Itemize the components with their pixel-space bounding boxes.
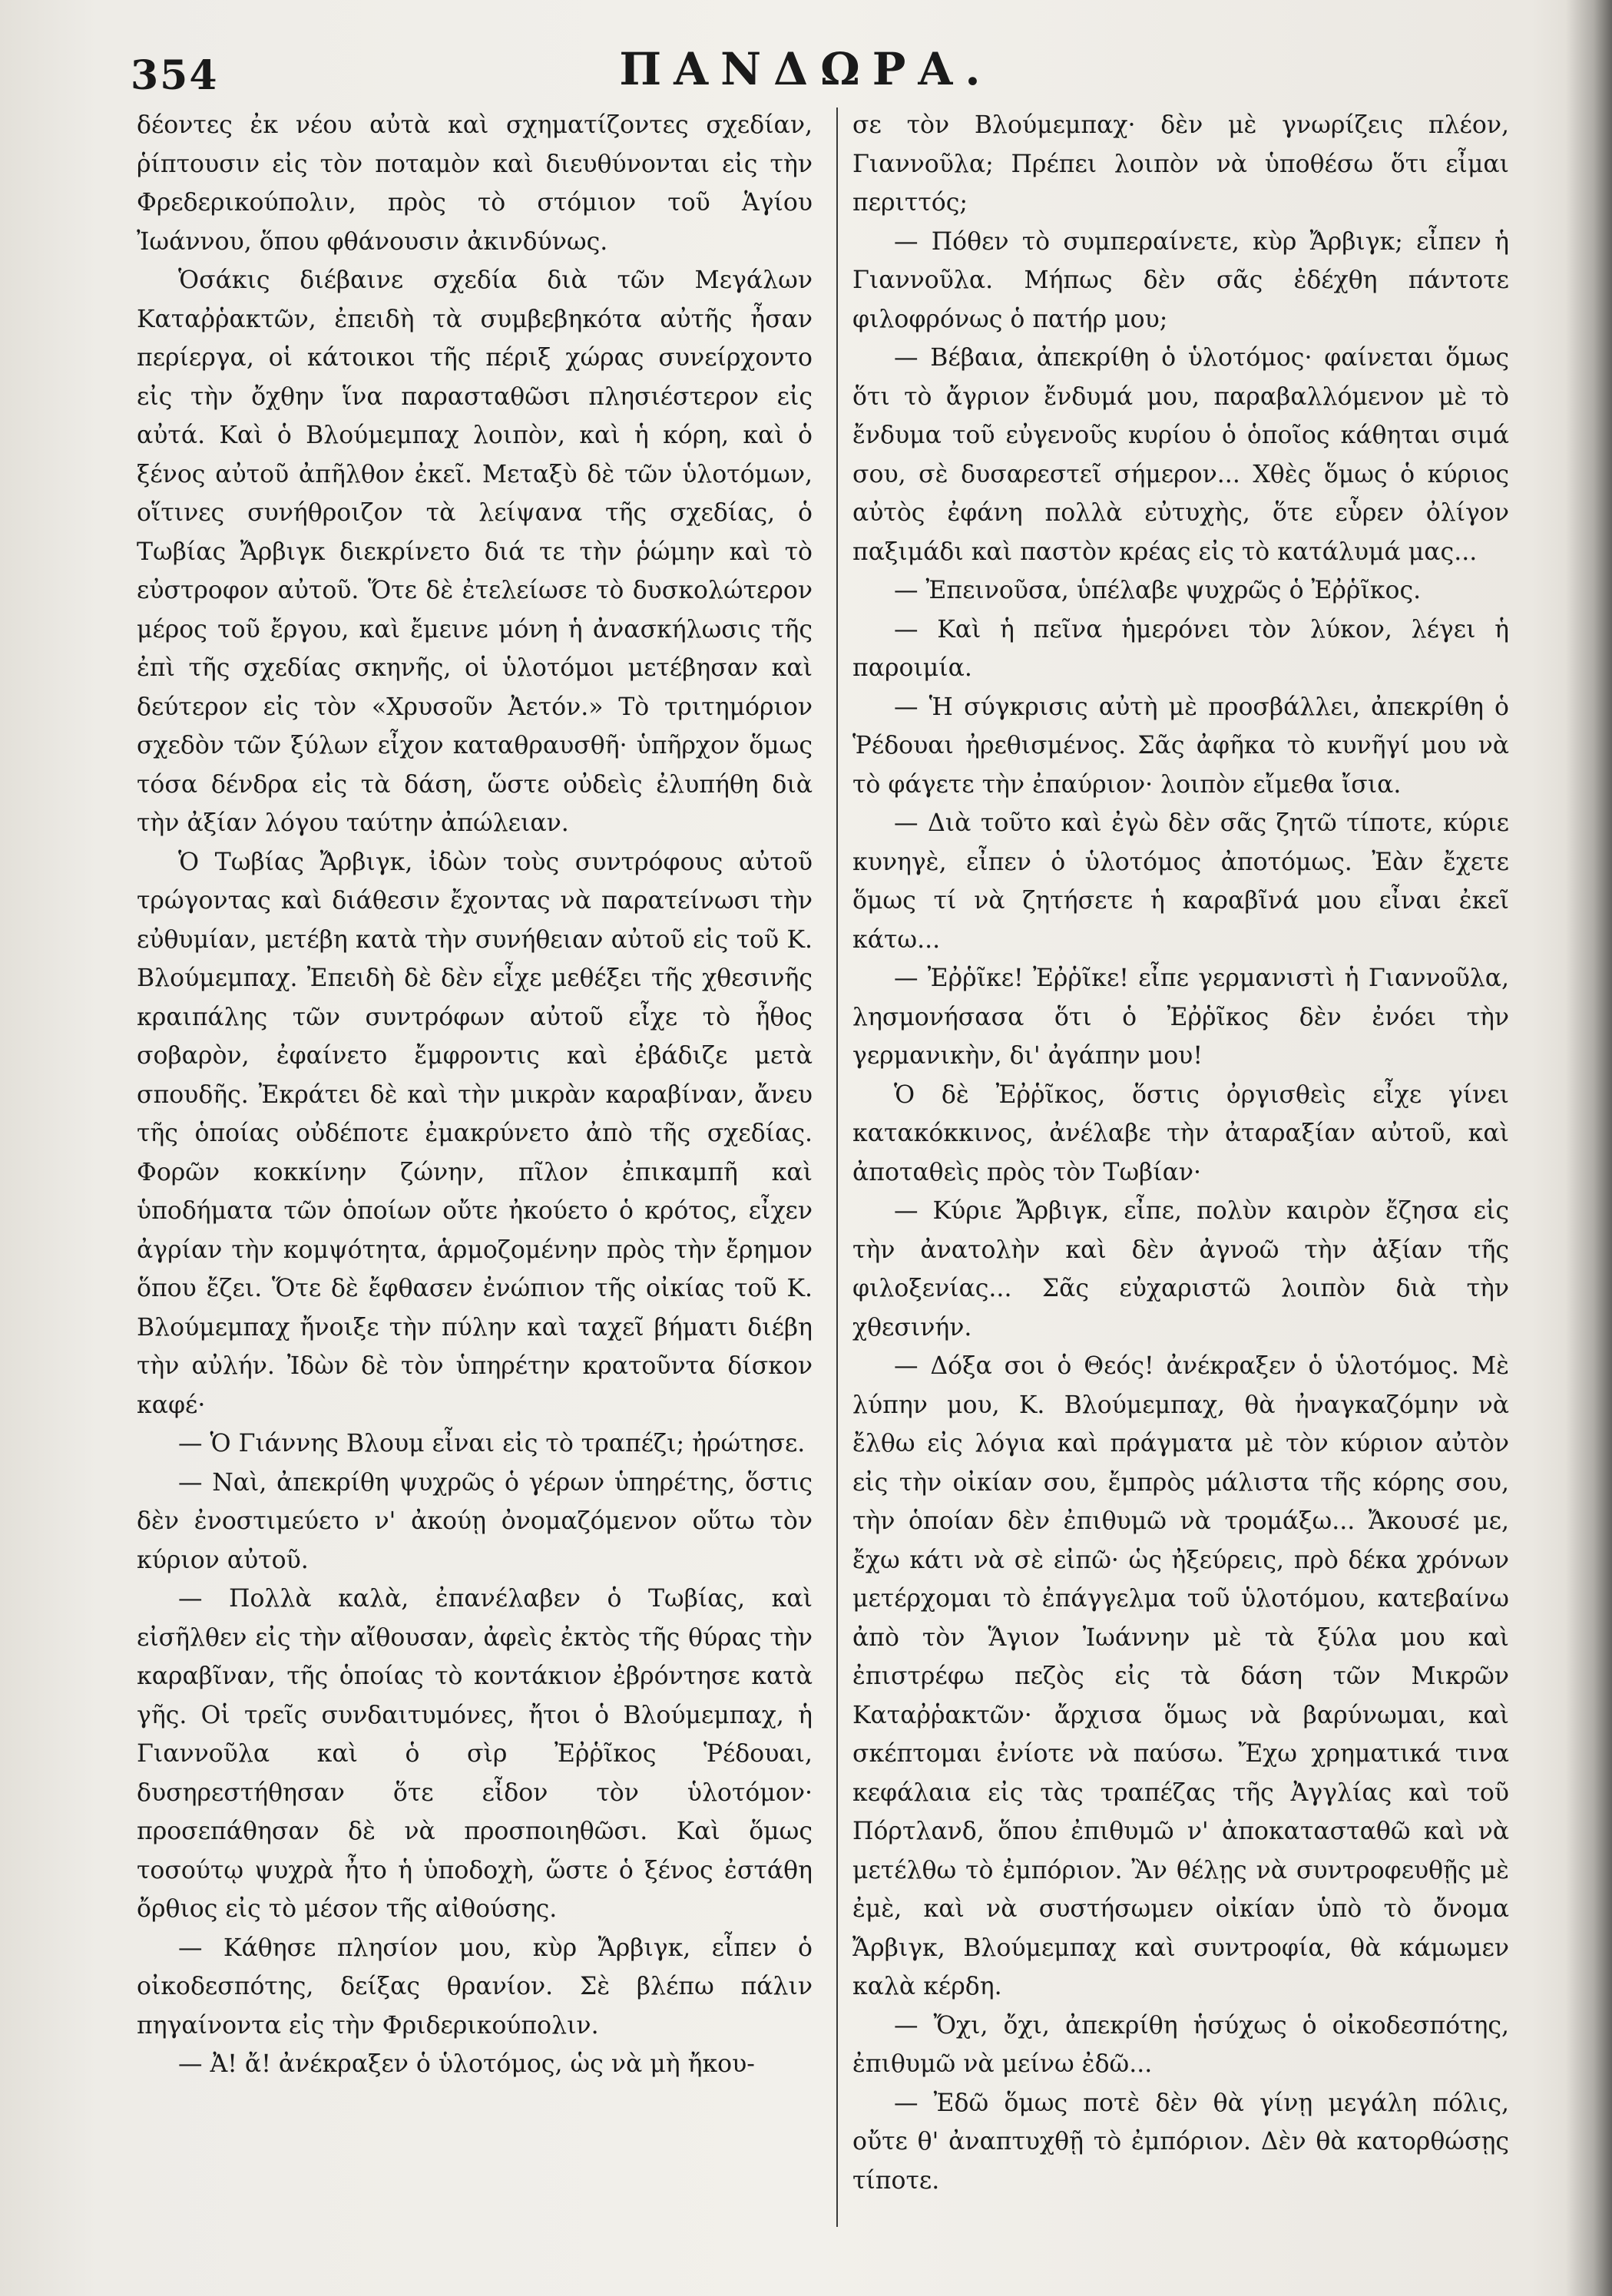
binding-shadow [1566, 0, 1612, 2296]
paragraph: — Κάθησε πλησίον μου, κὺρ Ἄρβιγκ, εἶπεν ὁ οἰκοδεσπότης, δείξας θρανίον. Σὲ βλέπω πάλιν πηγαίνοντα εἰς τὴν Φριδερικούπολιν. [137, 1934, 813, 2040]
page-number: 354 [131, 52, 219, 99]
paragraph: Ὁ δὲ Ἐῤῥῖκος, ὅστις ὀργισθεὶς εἶχε γίνει κατακόκκινος, ἀνέλαβε τὴν ἀταραξίαν αὐτοῦ, καὶ ἀποταθεὶς πρὸς τὸν Τωβίαν· [852, 1080, 1509, 1186]
paragraph: — Καὶ ἡ πεῖνα ἡμερόνει τὸν λύκον, λέγει ἡ παροιμία. [852, 615, 1509, 682]
right-text-column [852, 106, 1509, 2200]
paragraph: — Ὄχι, ὄχι, ἀπεκρίθη ἡσύχως ὁ οἰκοδεσπότης, ἐπιθυμῶ νὰ μείνω ἐδῶ... [852, 2011, 1509, 2078]
paragraph: Ὁ Τωβίας Ἄρβιγκ, ἰδὼν τοὺς συντρόφους αὐτοῦ τρώγοντας καὶ διάθεσιν ἔχοντας νὰ παρατείνωσι τὴν εὐθυμίαν, μετέβη κατὰ τὴν συνήθειαν αὐτοῦ εἰς τοῦ Κ. Βλούμεμπαχ. Ἐπειδὴ δὲ δὲν εἶχε μεθέξει τῆς χθεσινῆς κραιπάλης τῶν συντρόφων αὐτοῦ εἶχε τὸ ἦθος σοβαρὸν, ἐφαίνετο ἔμφροντις καὶ ἐβάδιζε μετὰ σπουδῆς. Ἐκράτει δὲ καὶ τὴν μικρὰν καραβίναν, ἄνευ τῆς ὁποίας οὐδέποτε ἐμακρύνετο ἀπὸ τῆς σχεδίας. Φορῶν κοκκίνην ζώνην, πῖλον ἐπικαμπῆ καὶ ὑποδήματα τῶν ὁποίων οὔτε ἠκούετο ὁ κρότος, εἶχεν ἀγρίαν τὴν κομψότητα, ἁρμοζομένην πρὸς τὴν ἔρημον ὅπου ἔζει. Ὅτε δὲ ἔφθασεν ἐνώπιον τῆς οἰκίας τοῦ Κ. Βλούμεμπαχ ἤνοιξε τὴν πύλην καὶ ταχεῖ βήματι διέβη τὴν αὐλήν. Ἰδὼν δὲ τὸν ὑπηρέτην κρατοῦντα δίσκον καφέ· [137, 848, 813, 1419]
paragraph: — Ναὶ, ἀπεκρίθη ψυχρῶς ὁ γέρων ὑπηρέτης, ὅστις δὲν ἐνοστιμεύετο ν' ἀκούῃ ὀνομαζόμενον οὕτω τὸν κύριον αὐτοῦ. [137, 1468, 813, 1574]
paragraph: — Ὁ Γιάννης Βλουμ εἶναι εἰς τὸ τραπέζι; ἠρώτησε. [178, 1430, 806, 1457]
paragraph: — Κύριε Ἄρβιγκ, εἶπε, πολὺν καιρὸν ἔζησα εἰς τὴν ἀνατολὴν καὶ δὲν ἀγνοῶ τὴν ἀξίαν τῆς φιλοξενίας... Σᾶς εὐχαριστῶ λοιπὸν διὰ τὴν χθεσινήν. [852, 1197, 1509, 1342]
column-divider [836, 108, 838, 2227]
paragraph: — Ἀ! ἄ! ἀνέκραξεν ὁ ὑλοτόμος, ὡς νὰ μὴ ἤκου- [178, 2050, 755, 2078]
paragraph: σε τὸν Βλούμεμπαχ· δὲν μὲ γνωρίζεις πλέον, Γιαννοῦλα; Πρέπει λοιπὸν νὰ ὑποθέσω ὅτι εἶμαι περιττός; [852, 111, 1509, 217]
running-head-title: ΠΑΝΔΩΡΑ. [619, 43, 993, 95]
paragraph: — Ἐδῶ ὅμως ποτὲ δὲν θὰ γίνῃ μεγάλη πόλις, οὔτε θ' ἀναπτυχθῇ τὸ ἐμπόριον. Δὲν θὰ κατορθώσῃς τίποτε. [852, 2089, 1509, 2195]
paragraph: — Πόθεν τὸ συμπεραίνετε, κὺρ Ἄρβιγκ; εἶπεν ἡ Γιαννοῦλα. Μήπως δὲν σᾶς ἐδέχθη πάντοτε φιλοφρόνως ὁ πατήρ μου; [852, 227, 1509, 333]
paragraph: — Ἡ σύγκρισις αὐτὴ μὲ προσβάλλει, ἀπεκρίθη ὁ Ῥέδουαι ἠρεθισμένος. Σᾶς ἀφῆκα τὸ κυνῆγί μου νὰ τὸ φάγετε τὴν ἐπαύριον· λοιπὸν εἴμεθα ἴσια. [852, 693, 1509, 799]
paragraph: — Δόξα σοι ὁ Θεός! ἀνέκραξεν ὁ ὑλοτόμος. Μὲ λύπην μου, Κ. Βλούμεμπαχ, θὰ ἠναγκαζόμην νὰ ἔλθω εἰς λόγια καὶ πράγματα μὲ τὸν κύριον αὐτὸν εἰς τὴν οἰκίαν σου, ἔμπρὸς μάλιστα τῆς κόρης σου, τὴν ὁποίαν δὲν ἐπιθυμῶ νὰ τρομάξω... Ἄκουσέ με, ἔχω κάτι νὰ σὲ εἰπῶ· ὡς ἠξεύρεις, πρὸ δέκα χρόνων μετέρχομαι τὸ ἐπάγγελμα τοῦ ὑλοτόμου, κατεβαίνω ἀπὸ τὸν Ἅγιον Ἰωάννην μὲ τὰ ξύλα μου καὶ ἐπιστρέφω πεζὸς εἰς τὰ δάση τῶν Μικρῶν Καταῤῥακτῶν· ἄρχισα ὅμως νὰ βαρύνωμαι, καὶ σκέπτομαι ἐνίοτε νὰ παύσω. Ἔχω χρηματικά τινα κεφάλαια εἰς τὰς τραπέζας τῆς Ἀγγλίας καὶ τοῦ Πόρτλανδ, ὅπου ἐπιθυμῶ ν' ἀποκατασταθῶ καὶ νὰ μετέλθω τὸ ἐμπόριον. Ἂν θέλῃς νὰ συντροφευθῇς μὲ ἐμὲ, καὶ νὰ συστήσωμεν οἰκίαν ὑπὸ τὸ ὄνομα Ἄρβιγκ, Βλούμεμπαχ καὶ συντροφία, θὰ κάμωμεν καλὰ κέρδη. [852, 1352, 1509, 2000]
paragraph: — Βέβαια, ἀπεκρίθη ὁ ὑλοτόμος· φαίνεται ὅμως ὅτι τὸ ἄγριον ἔνδυμά μου, παραβαλλόμενον μὲ τὸ ἔνδυμα τοῦ εὐγενοῦς κυρίου ὁ ὁποῖος κάθηται σιμά σου, σὲ δυσαρεστεῖ σήμερον... Χθὲς ὅμως ὁ κύριος αὐτὸς ἐφάνη πολλὰ εὐτυχὴς, ὅτε εὗρεν ὀλίγον παξιμάδι καὶ παστὸν κρέας εἰς τὸ κατάλυμά μας... [852, 344, 1509, 566]
paragraph: — Πολλὰ καλὰ, ἐπανέλαβεν ὁ Τωβίας, καὶ εἰσῆλθεν εἰς τὴν αἴθουσαν, ἀφεὶς ἐκτὸς τῆς θύρας τὴν καραβῖναν, τῆς ὁποίας τὸ κοντάκιον ἐβρόντησε κατὰ γῆς. Οἱ τρεῖς συνδαιτυμόνες, ἤτοι ὁ Βλούμεμπαχ, ἡ Γιαννοῦλα καὶ ὁ σὶρ Ἐῤῥῖκος Ῥέδουαι, δυσηρεστήθησαν ὅτε εἶδον τὸν ὑλοτόμον· προσεπάθησαν δὲ νὰ προσποιηθῶσι. Καὶ ὅμως τοσούτῳ ψυχρὰ ἦτο ἡ ὑποδοχὴ, ὥστε ὁ ξένος ἐστάθη ὄρθιος εἰς τὸ μέσον τῆς αἰθούσης. [137, 1585, 813, 1923]
paragraph: — Διὰ τοῦτο καὶ ἐγὼ δὲν σᾶς ζητῶ τίποτε, κύριε κυνηγὲ, εἶπεν ὁ ὑλοτόμος ἀποτόμως. Ἐὰν ἔχετε ὅμως τί νὰ ζητήσετε ἡ καραβῖνά μου εἶναι ἐκεῖ κάτω... [852, 809, 1509, 954]
paragraph: Ὁσάκις διέβαινε σχεδία διὰ τῶν Μεγάλων Καταῤῥακτῶν, ἐπειδὴ τὰ συμβεβηκότα αὐτῆς ἦσαν περίεργα, οἱ κάτοικοι τῆς πέριξ χώρας συνείρχοντο εἰς τὴν ὄχθην ἵνα παρασταθῶσι πλησιέστερον εἰς αὐτά. Καὶ ὁ Βλούμεμπαχ λοιπὸν, καὶ ἡ κόρη, καὶ ὁ ξένος αὐτοῦ ἀπῆλθον ἐκεῖ. Μεταξὺ δὲ τῶν ὑλοτόμων, οἵτινες συνήθροιζον τὰ λείψανα τῆς σχεδίας, ὁ Τωβίας Ἄρβιγκ διεκρίνετο διά τε τὴν ῥώμην καὶ τὸ εὐστροφον αὐτοῦ. Ὅτε δὲ ἐτελείωσε τὸ δυσκολώτερον μέρος τοῦ ἔργου, καὶ ἔμεινε μόνη ἡ ἀνασκήλωσις τῆς ἐπὶ τῆς σχεδίας σκηνῆς, οἱ ὑλοτόμοι μετέβησαν καὶ δεύτερον εἰς τὸν «Χρυσοῦν Ἀετόν.» Τὸ τριτημόριον σχεδὸν τῶν ξύλων εἶχον καταθραυσθῆ· ὑπῆρχον ὅμως τόσα δένδρα εἰς τὰ δάση, ὥστε οὐδεὶς ἐλυπήθη διὰ τὴν ἀξίαν λόγου ταύτην ἀπώλειαν. [137, 266, 813, 837]
paragraph: δέοντες ἐκ νέου αὐτὰ καὶ σχηματίζοντες σχεδίαν, ῥίπτουσιν εἰς τὸν ποταμὸν καὶ διευθύνονται εἰς τὴν Φρεδερικούπολιν, πρὸς τὸ στόμιον τοῦ Ἁγίου Ἰωάννου, ὅπου φθάνουσιν ἀκινδύνως. [137, 111, 813, 256]
paragraph: — Ἐῤῥῖκε! Ἐῤῥῖκε! εἶπε γερμανιστὶ ἡ Γιαννοῦλα, λησμονήσασα ὅτι ὁ Ἐῤῥῖκος δὲν ἐνόει τὴν γερμανικὴν, δι' ἀγάπην μου! [852, 964, 1509, 1070]
left-text-column [137, 106, 813, 2084]
paragraph: — Ἐπεινοῦσα, ὑπέλαβε ψυχρῶς ὁ Ἐῤῥῖκος. [894, 577, 1422, 604]
